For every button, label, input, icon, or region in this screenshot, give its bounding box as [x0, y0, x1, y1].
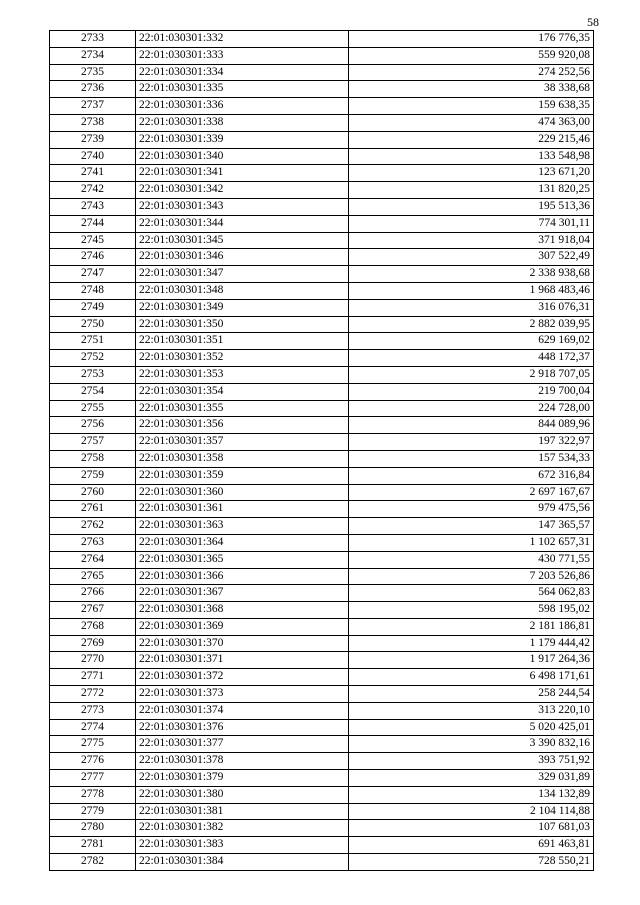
- table-row: [50, 31, 594, 48]
- table-row: [50, 635, 594, 652]
- cadastral-number-cell: 22:01:030301:342: [136, 182, 349, 199]
- table-row: [50, 450, 594, 467]
- table-row: [50, 702, 594, 719]
- cadastral-number-cell: 22:01:030301:354: [136, 383, 349, 400]
- table-row: [50, 501, 594, 518]
- table-row: [50, 98, 594, 115]
- cadastral-number-cell: 22:01:030301:335: [136, 81, 349, 98]
- row-number-cell: 2733: [50, 31, 136, 48]
- cadastral-number-cell: 22:01:030301:381: [136, 803, 349, 820]
- row-number-cell: 2771: [50, 669, 136, 686]
- table-row: [50, 518, 594, 535]
- row-number-cell: 2762: [50, 518, 136, 535]
- table-row: [50, 854, 594, 871]
- table-row: [50, 551, 594, 568]
- cadastral-number-cell: 22:01:030301:367: [136, 585, 349, 602]
- row-number-cell: 2778: [50, 786, 136, 803]
- row-number-cell: 2752: [50, 350, 136, 367]
- cadastral-number-cell: 22:01:030301:360: [136, 484, 349, 501]
- row-number-cell: 2742: [50, 182, 136, 199]
- row-number-cell: 2736: [50, 81, 136, 98]
- cadastral-value-cell: 844 089,96: [349, 417, 594, 434]
- cadastral-value-cell: 559 920,08: [349, 47, 594, 64]
- table-row: [50, 786, 594, 803]
- row-number-cell: 2751: [50, 333, 136, 350]
- cadastral-number-cell: 22:01:030301:383: [136, 837, 349, 854]
- row-number-cell: 2782: [50, 854, 136, 871]
- cadastral-value-cell: 123 671,20: [349, 165, 594, 182]
- cadastral-value-cell: 107 681,03: [349, 820, 594, 837]
- row-number-cell: 2757: [50, 434, 136, 451]
- cadastral-value-cell: 474 363,00: [349, 114, 594, 131]
- row-number-cell: 2775: [50, 736, 136, 753]
- row-number-cell: 2764: [50, 551, 136, 568]
- table-row: [50, 47, 594, 64]
- cadastral-value-cell: 448 172,37: [349, 350, 594, 367]
- cadastral-value-cell: 195 513,36: [349, 198, 594, 215]
- cadastral-number-cell: 22:01:030301:358: [136, 450, 349, 467]
- cadastral-number-cell: 22:01:030301:351: [136, 333, 349, 350]
- cadastral-number-cell: 22:01:030301:334: [136, 64, 349, 81]
- cadastral-number-cell: 22:01:030301:336: [136, 98, 349, 115]
- row-number-cell: 2734: [50, 47, 136, 64]
- cadastral-value-cell: 3 390 832,16: [349, 736, 594, 753]
- row-number-cell: 2750: [50, 316, 136, 333]
- cadastral-number-cell: 22:01:030301:384: [136, 854, 349, 871]
- row-number-cell: 2767: [50, 602, 136, 619]
- cadastral-value-cell: 5 020 425,01: [349, 719, 594, 736]
- table-body: [50, 31, 594, 871]
- table-row: [50, 484, 594, 501]
- cadastral-number-cell: 22:01:030301:370: [136, 635, 349, 652]
- cadastral-number-cell: 22:01:030301:356: [136, 417, 349, 434]
- row-number-cell: 2738: [50, 114, 136, 131]
- cadastral-number-cell: 22:01:030301:372: [136, 669, 349, 686]
- cadastral-number-cell: 22:01:030301:338: [136, 114, 349, 131]
- cadastral-value-cell: 672 316,84: [349, 467, 594, 484]
- cadastral-value-cell: 598 195,02: [349, 602, 594, 619]
- table-row: [50, 81, 594, 98]
- table-row: [50, 383, 594, 400]
- cadastral-value-cell: 313 220,10: [349, 702, 594, 719]
- cadastral-value-cell: 229 215,46: [349, 131, 594, 148]
- cadastral-value-cell: 2 104 114,88: [349, 803, 594, 820]
- table-row: [50, 803, 594, 820]
- row-number-cell: 2756: [50, 417, 136, 434]
- row-number-cell: 2763: [50, 534, 136, 551]
- table-row: [50, 350, 594, 367]
- cadastral-value-cell: 219 700,04: [349, 383, 594, 400]
- table-row: [50, 64, 594, 81]
- cadastral-number-cell: 22:01:030301:347: [136, 266, 349, 283]
- table-row: [50, 333, 594, 350]
- cadastral-number-cell: 22:01:030301:376: [136, 719, 349, 736]
- cadastral-number-cell: 22:01:030301:365: [136, 551, 349, 568]
- row-number-cell: 2735: [50, 64, 136, 81]
- cadastral-value-cell: 629 169,02: [349, 333, 594, 350]
- cadastral-value-cell: 134 132,89: [349, 786, 594, 803]
- cadastral-value-cell: 224 728,00: [349, 400, 594, 417]
- cadastral-number-cell: 22:01:030301:349: [136, 299, 349, 316]
- table-row: [50, 299, 594, 316]
- table-row: [50, 316, 594, 333]
- cadastral-number-cell: 22:01:030301:340: [136, 148, 349, 165]
- row-number-cell: 2737: [50, 98, 136, 115]
- row-number-cell: 2773: [50, 702, 136, 719]
- cadastral-value-cell: 691 463,81: [349, 837, 594, 854]
- cadastral-value-cell: 728 550,21: [349, 854, 594, 871]
- table-row: [50, 534, 594, 551]
- table-row: [50, 669, 594, 686]
- table-row: [50, 837, 594, 854]
- cadastral-number-cell: 22:01:030301:380: [136, 786, 349, 803]
- row-number-cell: 2739: [50, 131, 136, 148]
- cadastral-value-cell: 133 548,98: [349, 148, 594, 165]
- table-row: [50, 585, 594, 602]
- table-row: [50, 249, 594, 266]
- table-row: [50, 736, 594, 753]
- cadastral-number-cell: 22:01:030301:344: [136, 215, 349, 232]
- table-row: [50, 266, 594, 283]
- row-number-cell: 2766: [50, 585, 136, 602]
- cadastral-value-cell: 274 252,56: [349, 64, 594, 81]
- cadastral-number-cell: 22:01:030301:382: [136, 820, 349, 837]
- table-row: [50, 148, 594, 165]
- cadastral-number-cell: 22:01:030301:369: [136, 618, 349, 635]
- cadastral-value-cell: 157 534,33: [349, 450, 594, 467]
- row-number-cell: 2759: [50, 467, 136, 484]
- row-number-cell: 2776: [50, 753, 136, 770]
- row-number-cell: 2761: [50, 501, 136, 518]
- cadastral-value-cell: 147 365,57: [349, 518, 594, 535]
- cadastral-number-cell: 22:01:030301:359: [136, 467, 349, 484]
- cadastral-number-cell: 22:01:030301:353: [136, 366, 349, 383]
- table-row: [50, 215, 594, 232]
- row-number-cell: 2754: [50, 383, 136, 400]
- row-number-cell: 2748: [50, 282, 136, 299]
- row-number-cell: 2768: [50, 618, 136, 635]
- cadastral-number-cell: 22:01:030301:355: [136, 400, 349, 417]
- cadastral-value-cell: 979 475,56: [349, 501, 594, 518]
- table-row: [50, 467, 594, 484]
- cadastral-value-cell: 2 918 707,05: [349, 366, 594, 383]
- row-number-cell: 2744: [50, 215, 136, 232]
- row-number-cell: 2777: [50, 770, 136, 787]
- cadastral-number-cell: 22:01:030301:377: [136, 736, 349, 753]
- cadastral-value-cell: 197 322,97: [349, 434, 594, 451]
- cadastral-number-cell: 22:01:030301:346: [136, 249, 349, 266]
- cadastral-value-cell: 329 031,89: [349, 770, 594, 787]
- cadastral-value-cell: 430 771,55: [349, 551, 594, 568]
- table-row: [50, 686, 594, 703]
- cadastral-number-cell: 22:01:030301:341: [136, 165, 349, 182]
- table-row: [50, 232, 594, 249]
- cadastral-number-cell: 22:01:030301:339: [136, 131, 349, 148]
- cadastral-number-cell: 22:01:030301:333: [136, 47, 349, 64]
- row-number-cell: 2755: [50, 400, 136, 417]
- table-row: [50, 652, 594, 669]
- table-row: [50, 165, 594, 182]
- table-row: [50, 568, 594, 585]
- cadastral-value-cell: 2 697 167,67: [349, 484, 594, 501]
- cadastral-value-cell: 1 102 657,31: [349, 534, 594, 551]
- cadastral-number-cell: 22:01:030301:364: [136, 534, 349, 551]
- table-row: [50, 400, 594, 417]
- cadastral-value-cell: 2 882 039,95: [349, 316, 594, 333]
- row-number-cell: 2743: [50, 198, 136, 215]
- cadastral-number-cell: 22:01:030301:361: [136, 501, 349, 518]
- cadastral-number-cell: 22:01:030301:371: [136, 652, 349, 669]
- row-number-cell: 2774: [50, 719, 136, 736]
- table-row: [50, 417, 594, 434]
- table-row: [50, 131, 594, 148]
- cadastral-value-cell: 371 918,04: [349, 232, 594, 249]
- cadastral-value-cell: 1 917 264,36: [349, 652, 594, 669]
- cadastral-value-cell: 1 968 483,46: [349, 282, 594, 299]
- cadastral-value-cell: 393 751,92: [349, 753, 594, 770]
- row-number-cell: 2749: [50, 299, 136, 316]
- cadastral-value-cell: 159 638,35: [349, 98, 594, 115]
- table-row: [50, 602, 594, 619]
- cadastral-value-cell: 258 244,54: [349, 686, 594, 703]
- cadastral-value-cell: 7 203 526,86: [349, 568, 594, 585]
- cadastral-number-cell: 22:01:030301:373: [136, 686, 349, 703]
- row-number-cell: 2780: [50, 820, 136, 837]
- cadastral-value-cell: 307 522,49: [349, 249, 594, 266]
- cadastral-value-cell: 176 776,35: [349, 31, 594, 48]
- cadastral-value-cell: 131 820,25: [349, 182, 594, 199]
- row-number-cell: 2772: [50, 686, 136, 703]
- cadastral-value-cell: 38 338,68: [349, 81, 594, 98]
- cadastral-number-cell: 22:01:030301:378: [136, 753, 349, 770]
- table-row: [50, 182, 594, 199]
- cadastral-value-cell: 1 179 444,42: [349, 635, 594, 652]
- table-row: [50, 770, 594, 787]
- cadastral-number-cell: 22:01:030301:368: [136, 602, 349, 619]
- row-number-cell: 2745: [50, 232, 136, 249]
- cadastral-number-cell: 22:01:030301:352: [136, 350, 349, 367]
- table-row: [50, 198, 594, 215]
- cadastral-number-cell: 22:01:030301:379: [136, 770, 349, 787]
- row-number-cell: 2779: [50, 803, 136, 820]
- cadastral-value-cell: 2 181 186,81: [349, 618, 594, 635]
- row-number-cell: 2760: [50, 484, 136, 501]
- row-number-cell: 2769: [50, 635, 136, 652]
- row-number-cell: 2747: [50, 266, 136, 283]
- page-number: 58: [587, 15, 599, 29]
- cadastral-number-cell: 22:01:030301:332: [136, 31, 349, 48]
- table-row: [50, 282, 594, 299]
- cadastral-value-cell: 564 062,83: [349, 585, 594, 602]
- row-number-cell: 2765: [50, 568, 136, 585]
- row-number-cell: 2753: [50, 366, 136, 383]
- row-number-cell: 2781: [50, 837, 136, 854]
- cadastral-value-cell: 2 338 938,68: [349, 266, 594, 283]
- cadastral-number-cell: 22:01:030301:374: [136, 702, 349, 719]
- cadastral-number-cell: 22:01:030301:343: [136, 198, 349, 215]
- cadastral-value-cell: 316 076,31: [349, 299, 594, 316]
- cadastral-number-cell: 22:01:030301:357: [136, 434, 349, 451]
- cadastral-value-table: [49, 30, 594, 871]
- cadastral-number-cell: 22:01:030301:363: [136, 518, 349, 535]
- cadastral-number-cell: 22:01:030301:350: [136, 316, 349, 333]
- table-row: [50, 753, 594, 770]
- cadastral-value-cell: 6 498 171,61: [349, 669, 594, 686]
- table-row: [50, 618, 594, 635]
- table-row: [50, 434, 594, 451]
- table-row: [50, 114, 594, 131]
- table-row: [50, 820, 594, 837]
- row-number-cell: 2758: [50, 450, 136, 467]
- row-number-cell: 2746: [50, 249, 136, 266]
- cadastral-number-cell: 22:01:030301:366: [136, 568, 349, 585]
- cadastral-number-cell: 22:01:030301:348: [136, 282, 349, 299]
- row-number-cell: 2740: [50, 148, 136, 165]
- row-number-cell: 2741: [50, 165, 136, 182]
- table-row: [50, 366, 594, 383]
- cadastral-number-cell: 22:01:030301:345: [136, 232, 349, 249]
- table-row: [50, 719, 594, 736]
- row-number-cell: 2770: [50, 652, 136, 669]
- cadastral-value-cell: 774 301,11: [349, 215, 594, 232]
